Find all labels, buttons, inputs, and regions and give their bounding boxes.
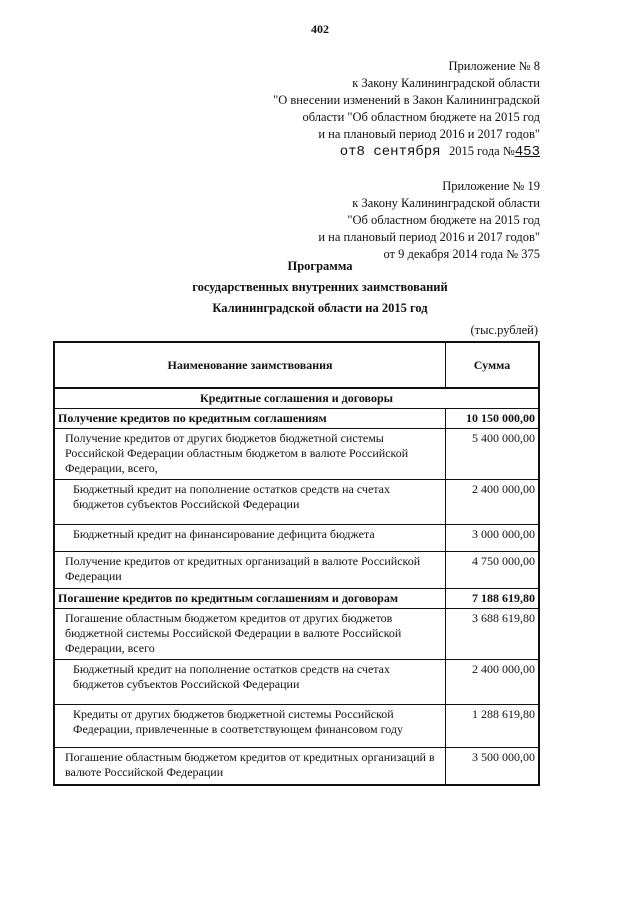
date-day: 8 — [356, 144, 365, 160]
section-title: Кредитные соглашения и договоры — [54, 388, 539, 409]
title-line: Программа — [287, 259, 353, 273]
header-amount: Сумма — [446, 342, 540, 388]
table-row — [54, 660, 539, 705]
annex-8-line: "О внесении изменений в Закон Калининградской — [273, 93, 540, 107]
borrowings-table — [53, 341, 540, 786]
table-row — [54, 525, 539, 552]
annex-19-line: Приложение № 19 — [442, 179, 540, 193]
row-amount: 10 150 000,00 — [446, 409, 540, 429]
table-row — [54, 409, 539, 429]
row-amount: 3 688 619,80 — [446, 609, 540, 660]
title-line: Калининградской области на 2015 год — [212, 301, 428, 315]
row-amount: 7 188 619,80 — [446, 589, 540, 609]
row-amount: 4 750 000,00 — [446, 552, 540, 589]
row-amount: 2 400 000,00 — [446, 660, 540, 705]
row-name: Погашение кредитов по кредитным соглашениям и договорам — [54, 589, 446, 609]
row-name: Получение кредитов от других бюджетов бюджетной системы Российской Федерации областным бюджетом в валюте Российской Федерации, всего, — [54, 429, 446, 480]
row-name: Получение кредитов от кредитных организаций в валюте Российской Федерации — [54, 552, 446, 589]
table-row — [54, 429, 539, 480]
annex-19-line: "Об областном бюджете на 2015 год — [347, 213, 540, 227]
annex-8-header — [273, 58, 540, 161]
annex-8-line: области "Об областном бюджете на 2015 год — [302, 110, 540, 124]
table-row — [54, 552, 539, 589]
table-row — [54, 589, 539, 609]
row-name: Погашение областным бюджетом кредитов от кредитных организаций в валюте Российской Федерации — [54, 748, 446, 786]
row-amount: 2 400 000,00 — [446, 480, 540, 525]
row-name: Кредиты от других бюджетов бюджетной системы Российской Федерации, привлеченные в соответствующем финансовом году — [54, 705, 446, 748]
row-name: Бюджетный кредит на финансирование дефицита бюджета — [54, 525, 446, 552]
section-row — [54, 388, 539, 409]
row-name: Бюджетный кредит на пополнение остатков средств на счетах бюджетов субъектов Российской Федерации — [54, 480, 446, 525]
title-line: государственных внутренних заимствований — [192, 280, 448, 294]
date-month: сентября — [373, 144, 441, 160]
table-row — [54, 609, 539, 660]
table-header-row — [54, 342, 539, 388]
row-amount: 5 400 000,00 — [446, 429, 540, 480]
row-name: Погашение областным бюджетом кредитов от других бюджетов бюджетной системы Российской Федерации в валюте Российской Федерации, всего — [54, 609, 446, 660]
table-row — [54, 480, 539, 525]
annex-8-line: к Закону Калининградской области — [352, 76, 540, 90]
annex-19-header — [318, 178, 540, 263]
annex-8-line: и на плановый период 2016 и 2017 годов" — [318, 127, 540, 141]
row-amount: 3 000 000,00 — [446, 525, 540, 552]
date-year: 2015 года № — [448, 144, 515, 158]
table-row — [54, 748, 539, 786]
annex-8-date — [273, 143, 540, 161]
page-number: 402 — [311, 22, 329, 36]
row-amount: 3 500 000,00 — [446, 748, 540, 786]
row-name: Получение кредитов по кредитным соглашениям — [54, 409, 446, 429]
row-name: Бюджетный кредит на пополнение остатков средств на счетах бюджетов субъектов Российской Федерации — [54, 660, 446, 705]
document-number: 453 — [514, 144, 540, 160]
program-title — [0, 256, 640, 319]
annex-8-line: Приложение № 8 — [448, 59, 540, 73]
date-prefix: от — [339, 144, 357, 160]
annex-19-line: от 9 декабря 2014 года № 375 — [383, 247, 540, 261]
row-amount: 1 288 619,80 — [446, 705, 540, 748]
header-name: Наименование заимствования — [54, 342, 446, 388]
table-row — [54, 705, 539, 748]
units-label: (тыс.рублей) — [470, 323, 538, 337]
annex-19-line: и на плановый период 2016 и 2017 годов" — [318, 230, 540, 244]
annex-19-line: к Закону Калининградской области — [352, 196, 540, 210]
